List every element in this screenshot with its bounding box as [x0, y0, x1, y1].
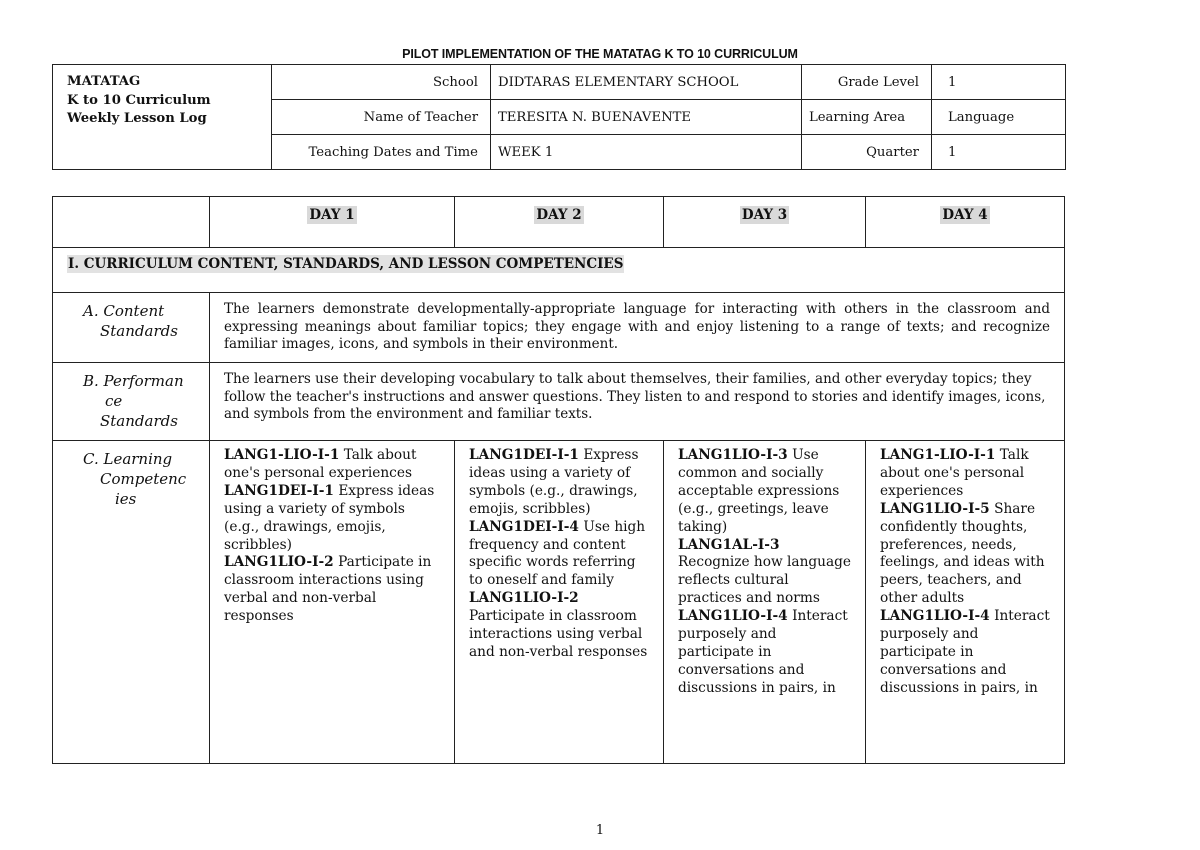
competency-code: LANG1DEI-I-4: [469, 518, 579, 535]
competency-text: Use common and socially acceptable expressions (e.g., greetings, leave taking): [678, 447, 840, 535]
day-3-label: DAY 3: [741, 207, 788, 223]
competency-text: Talk about one's personal experiences: [224, 447, 417, 481]
dates-label: Teaching Dates and Time: [272, 135, 491, 170]
competency-code: LANG1LIO-I-2: [469, 590, 579, 607]
competency-item: [678, 608, 855, 698]
competency-text: Participate in classroom interactions using verbal and non-verbal responses: [469, 608, 648, 660]
performance-standards-label: [53, 363, 210, 441]
empty-corner-cell: [53, 197, 210, 248]
lesson-log-table: [52, 196, 1065, 764]
competency-text: Interact purposely and participate in conversations and discussions in pairs, in: [678, 608, 848, 696]
page-number: 1: [595, 823, 605, 838]
learning-competencies-label-line-2: Competenc: [100, 470, 187, 488]
competency-text: Recognize how language reflects cultural practices and norms: [678, 554, 852, 607]
competency-item: [678, 537, 855, 609]
competency-code: LANG1-LIO-I-1: [880, 447, 996, 463]
competency-item: [678, 447, 855, 537]
competency-text: Use high frequency and content specific words referring to oneself and family: [469, 518, 646, 589]
learning-competencies-label-line-1: C. Learning: [83, 450, 173, 468]
area-value: Language: [932, 100, 1066, 135]
competency-item: [224, 554, 444, 626]
performance-standards-label-line-3: Standards: [100, 412, 178, 430]
learning-competencies-label-line-3: ies: [115, 490, 137, 508]
competency-text: Talk about one's personal experiences: [880, 447, 1029, 499]
competency-code: LANG1DEI-I-1: [224, 482, 334, 499]
area-label: Learning Area: [802, 100, 932, 135]
quarter-label: Quarter: [802, 135, 932, 170]
grade-label: Grade Level: [802, 65, 932, 100]
competency-code: LANG1LIO-I-5: [880, 500, 990, 517]
competency-code: LANG1LIO-I-2: [224, 554, 334, 571]
competency-text: Interact purposely and participate in conversations and discussions in pairs, in: [880, 608, 1050, 696]
competency-code: LANG1DEI-I-1: [469, 447, 579, 463]
day-2-competencies: [455, 441, 664, 764]
content-standards-label: [53, 293, 210, 363]
day-1-label: DAY 1: [309, 207, 355, 223]
performance-standards-label-line-2: ce: [105, 392, 123, 410]
page-title: PILOT IMPLEMENTATION OF THE MATATAG K TO 10 CURRICULUM: [402, 47, 798, 61]
competency-code: LANG1-LIO-I-1: [224, 447, 340, 463]
competency-text: Share confidently thoughts, preferences, needs, feelings, and ideas with peers, teachers, and other adults: [880, 500, 1045, 607]
day-1-header: [210, 197, 455, 248]
performance-standards-label-line-1: B. Performan: [83, 372, 184, 390]
day-4-label: DAY 4: [942, 207, 988, 223]
competency-text: Participate in classroom interactions using verbal and non-verbal responses: [224, 554, 432, 625]
quarter-value: 1: [932, 135, 1066, 170]
dates-value: WEEK 1: [491, 135, 802, 170]
school-value: DIDTARAS ELEMENTARY SCHOOL: [491, 65, 802, 100]
day-4-header: [866, 197, 1065, 248]
day-3-header: [664, 197, 866, 248]
log-title-line-2: K to 10 Curriculum: [67, 92, 211, 108]
header-table: [52, 64, 1066, 170]
teacher-value: TERESITA N. BUENAVENTE: [491, 100, 802, 135]
grade-value: 1: [932, 65, 1066, 100]
competency-item: [224, 447, 444, 554]
learning-competencies-label: [53, 441, 210, 764]
competency-text: Express ideas using a variety of symbols (e.g., drawings, emojis, scribbles): [469, 447, 639, 517]
day-3-competencies: [664, 441, 866, 764]
performance-standards-text: The learners use their developing vocabulary to talk about themselves, their families, and other everyday topics; they follow the teacher's instructions and answer questions. They listen to and respond to stories and identify images, icons, and symbols from the environment and familiar texts.: [210, 363, 1065, 441]
school-label: School: [272, 65, 491, 100]
competency-item: [880, 608, 1054, 698]
competency-item: [469, 447, 653, 519]
day-4-competencies: [866, 441, 1065, 764]
competency-text: Express ideas using a variety of symbols (e.g., drawings, emojis, scribbles): [224, 482, 435, 553]
competency-code: LANG1LIO-I-4: [678, 608, 788, 625]
day-2-label: DAY 2: [536, 207, 582, 223]
section-heading: [53, 248, 1065, 293]
log-title-line-1: MATATAG: [67, 74, 141, 89]
content-standards-text: The learners demonstrate developmentally-appropriate language for interacting with others in the classroom and expressing meanings about familiar topics; they engage with and enjoy listening to a range of texts; and recognize familiar images, icons, and symbols in their environment.: [210, 293, 1065, 363]
competency-code: LANG1AL-I-3: [678, 536, 780, 553]
competency-code: LANG1LIO-I-3: [678, 447, 788, 463]
competency-item: [880, 447, 1054, 501]
content-standards-label-line-1: A. Content: [83, 302, 165, 320]
competency-item: [469, 608, 653, 662]
competency-code: LANG1LIO-I-4: [880, 608, 990, 625]
log-title-line-3: Weekly Lesson Log: [67, 111, 207, 126]
day-2-header: [455, 197, 664, 248]
day-1-competencies: [210, 441, 455, 764]
section-title: I. CURRICULUM CONTENT, STANDARDS, AND LESSON COMPETENCIES: [68, 256, 624, 272]
content-standards-label-line-2: Standards: [100, 322, 178, 340]
teacher-label: Name of Teacher: [272, 100, 491, 135]
competency-item: [880, 501, 1054, 608]
log-title: [53, 65, 272, 170]
competency-item: [469, 519, 653, 609]
